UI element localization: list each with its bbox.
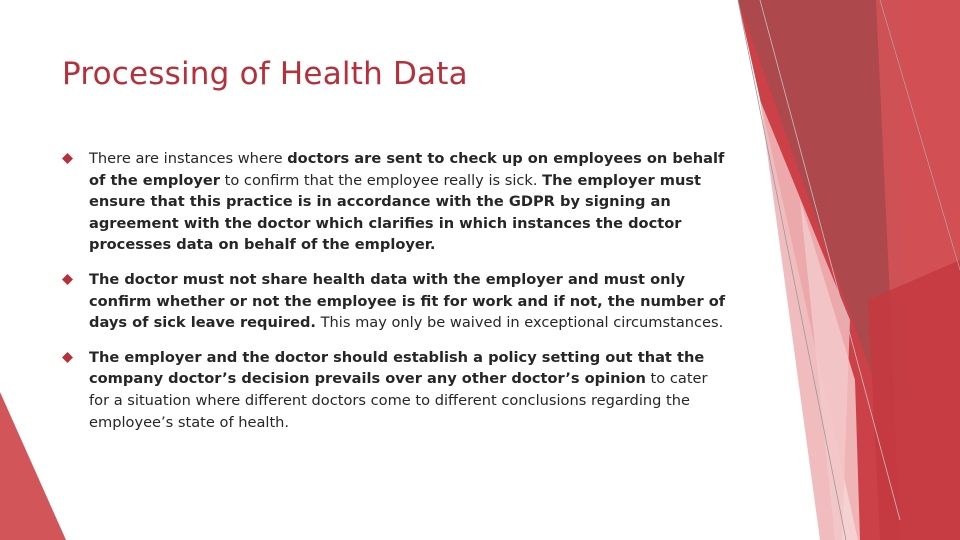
bold-text-segment: The employer and the doctor should establish a policy setting out that the company doctor’s decision prevails over any other doctor’s opinion — [89, 348, 705, 388]
bold-text-segment: The doctor must not share health data with the employer and must only confirm whether or not the employee is fit for work and if not, the number of days of sick leave required. — [89, 270, 726, 332]
text-segment: There are instances where — [89, 150, 288, 167]
text-segment: This may only be waived in exceptional circumstances. — [315, 314, 724, 332]
text-segment: to cater for a situation where different doctors come to different conclusions regarding the employee’s state of health. — [89, 370, 708, 431]
bold-text-segment: The employer must ensure that this practice is in accordance with the GDPR by signing an agreement with the doctor which clarifies in which instances the doctor processes data on behalf of the employer. — [89, 171, 702, 254]
bullet-text — [89, 148, 732, 256]
bullet-text — [89, 347, 732, 433]
diamond-icon — [62, 153, 73, 164]
text-segment: to confirm that the employee really is sick. — [220, 171, 543, 189]
left-deco-triangle — [0, 392, 66, 540]
slide-title: Processing of Health Data — [62, 56, 468, 92]
bullet-item — [62, 148, 732, 256]
bullet-item — [62, 347, 732, 433]
bullet-text — [89, 269, 732, 334]
right-deco-red-band — [868, 260, 960, 540]
diamond-icon — [62, 352, 73, 363]
bullet-item — [62, 269, 732, 334]
bullet-list — [62, 148, 732, 446]
bold-text-segment: doctors are sent to check up on employees on behalf of the employer — [89, 150, 725, 189]
diamond-icon — [62, 274, 73, 285]
